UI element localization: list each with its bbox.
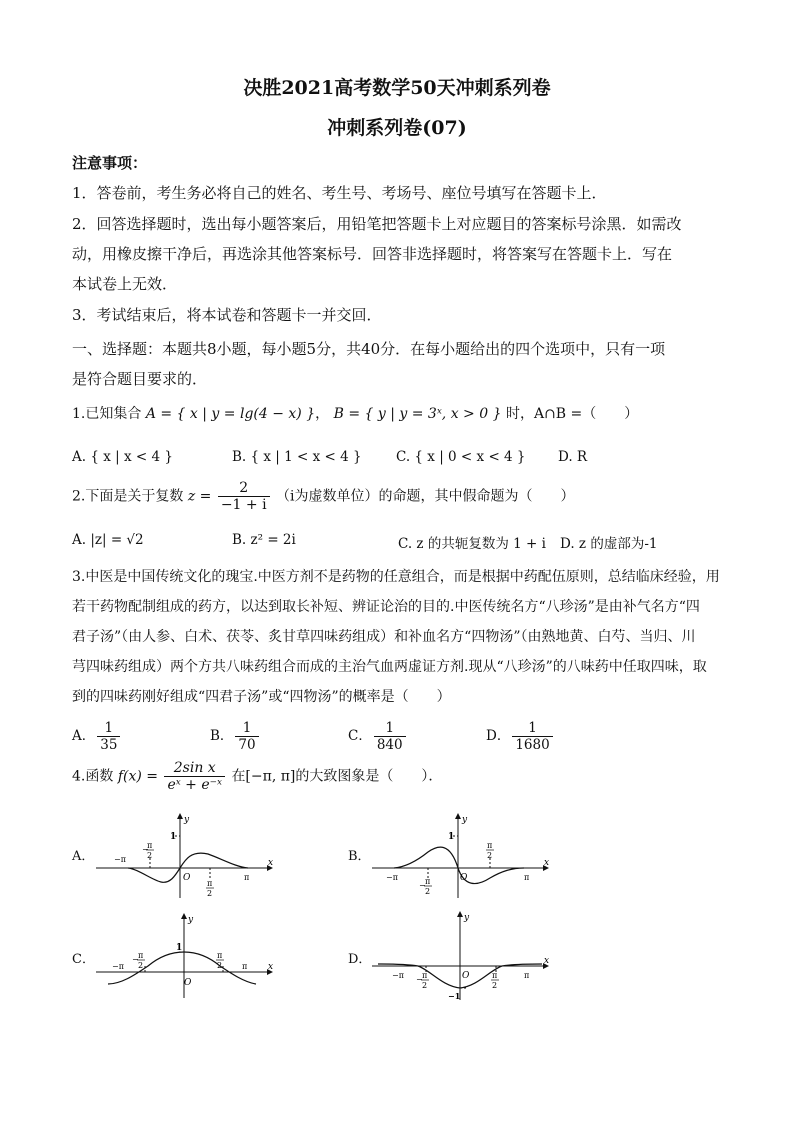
q2-option-d: D. z 的虚部为-1 <box>560 536 658 552</box>
graph-c-half-pi-num: π <box>217 951 223 960</box>
graph-c-origin: O <box>184 978 192 988</box>
notice-item-1: 1．答卷前，考生务必将自己的姓名、考生号、考场号、座位号填写在答题卡上． <box>72 184 607 202</box>
graph-c-x-label: x <box>268 962 274 972</box>
graph-d-half-pi-num: π <box>492 971 498 980</box>
graph-d-neg-one: −1 <box>448 991 461 1001</box>
notice-item-2-line2: 动，用橡皮擦干净后，再选涂其他答案标号．回答非选择题时，将答案写在答题卡上．写在 <box>72 245 673 263</box>
q3-option-b-num: 1 <box>235 720 258 737</box>
graph-c-one: 1 <box>176 943 183 953</box>
graph-c-neg-half-pi-num: π <box>138 951 144 960</box>
graph-b-neg-half-pi-den: 2 <box>425 887 431 896</box>
graph-d-label: D． <box>348 952 372 967</box>
graph-d-x-label: x <box>544 956 550 966</box>
notice-heading: 注意事项： <box>72 154 148 172</box>
q1-option-b: B. { x | 1 < x < 4 } <box>232 449 362 465</box>
q3-line-5: 到的四味药刚好组成“四君子汤”或“四物汤”的概率是（ ） <box>72 689 451 705</box>
q2-fraction <box>218 480 270 513</box>
q3-line-2: 若干药物配制组成的药方，以达到取长补短、辨证论治的目的.中医传统名方“八珍汤”是由补气名方“四 <box>72 599 700 615</box>
q1-prefix: 1.已知集合 <box>72 406 142 422</box>
graph-b-label: B． <box>348 849 371 864</box>
graph-c-half-pi-den: 2 <box>217 961 223 970</box>
question-2 <box>72 480 575 513</box>
q3-option-d-label: D． <box>486 728 511 744</box>
graph-b-pi: π <box>524 873 530 882</box>
graph-d-minus: − <box>416 975 423 984</box>
graph-a-half-pi-den: 2 <box>207 889 213 898</box>
graph-b <box>372 812 552 900</box>
graph-c-y-label: y <box>188 915 194 925</box>
graph-a-neg-pi: −π <box>114 855 126 864</box>
graph-a-pi: π <box>244 873 250 882</box>
graph-c-curve <box>108 952 256 984</box>
q2-option-b: B. z² = 2i <box>232 532 296 548</box>
q2-z-eq: z = <box>187 488 212 505</box>
question-4 <box>72 760 442 793</box>
q3-option-a-label: A． <box>72 728 96 744</box>
q1-set-b: B = { y | y = 3ˣ, x > 0 } <box>333 406 502 422</box>
q2-numerator: 2 <box>218 480 270 497</box>
graph-c-label: C． <box>72 952 95 967</box>
q1-sep: ， <box>315 406 330 422</box>
graph-a-label: A． <box>72 849 95 864</box>
q2-denominator: −1 + i <box>220 497 267 513</box>
q2-option-a: A. |z| = √2 <box>72 532 144 548</box>
graph-d <box>372 910 552 1002</box>
graph-b-origin: O <box>460 873 468 883</box>
q3-line-1: 3.中医是中国传统文化的瑰宝.中医方剂不是药物的任意组合，而是根据中药配伍原则，总结临床经验，用 <box>72 569 720 585</box>
graph-c-minus: − <box>132 955 139 964</box>
graph-c-neg-half-pi-den: 2 <box>138 961 144 970</box>
q3-line-3: 君子汤”（由人参、白术、茯苓、炙甘草四味药组成）和补血名方“四物汤”（由熟地黄、白芍、当归、川 <box>72 629 696 645</box>
q1-set-a: A = { x | y = lg(4 − x) } <box>145 406 316 422</box>
graph-c-pi: π <box>242 962 248 971</box>
graph-b-curve <box>394 847 524 883</box>
q3-option-b-label: B． <box>210 728 234 744</box>
graph-a-y-label: y <box>184 815 190 825</box>
graph-d-neg-pi: −π <box>392 971 404 980</box>
q2-option-c: C. z 的共轭复数为 1 + i <box>398 536 546 552</box>
q3-option-d <box>486 720 555 753</box>
notice-item-2-line3: 本试卷上无效． <box>72 275 178 293</box>
q3-line-4: 芎四味药组成）两个方共八味药组合而成的主治气血两虚证方剂.现从“八珍汤”的八味药中任取四味，取 <box>72 659 707 675</box>
graph-b-x-label: x <box>544 858 550 868</box>
q4-tail: 在[−π, π]的大致图象是（ ）． <box>231 768 443 785</box>
notice-item-3: 3．考试结束后，将本试卷和答题卡一并交回． <box>72 306 382 324</box>
graph-b-y-label: y <box>462 815 468 825</box>
graph-a-neg-half-pi-num: π <box>147 841 153 850</box>
q4-fraction <box>164 760 225 793</box>
graph-a-minus: − <box>142 845 149 854</box>
q3-option-d-num: 1 <box>512 720 552 737</box>
q4-denominator: eˣ + e⁻ˣ <box>167 777 222 793</box>
q4-fx: f(x) = <box>117 768 158 785</box>
graph-b-minus: − <box>419 881 426 890</box>
q3-option-a <box>72 720 122 753</box>
q4-numerator: 2sin x <box>164 760 225 777</box>
graph-b-neg-pi: −π <box>386 873 398 882</box>
graph-a <box>96 812 276 900</box>
q4-prefix: 4.函数 <box>72 768 114 785</box>
graph-a-neg-half-pi-den: 2 <box>147 851 153 860</box>
q3-option-a-den: 35 <box>100 737 118 753</box>
graph-d-half-pi-den: 2 <box>492 981 498 990</box>
graph-d-neg-half-pi-den: 2 <box>422 981 428 990</box>
graph-b-one: 1 <box>448 832 455 842</box>
q3-option-c-label: C． <box>348 728 372 744</box>
exam-title: 决胜2021高考数学50天冲刺系列卷 <box>243 77 551 99</box>
section-heading-line1: 一、选择题：本题共8小题，每小题5分，共40分．在每小题给出的四个选项中，只有一项 <box>72 340 666 358</box>
q3-option-b <box>210 720 261 753</box>
q3-option-a-num: 1 <box>97 720 120 737</box>
q3-option-b-den: 70 <box>238 737 256 753</box>
exam-subtitle: 冲刺系列卷(07) <box>327 117 467 139</box>
graph-c <box>96 912 276 1000</box>
graph-c-neg-pi: −π <box>112 962 124 971</box>
question-1 <box>72 403 638 423</box>
q1-option-c: C. { x | 0 < x < 4 } <box>396 449 526 465</box>
graph-b-neg-half-pi-num: π <box>425 877 431 886</box>
q2-tail: （i为虚数单位）的命题，其中假命题为（ ） <box>276 488 575 505</box>
q1-tail: 时，A∩B =（ ） <box>505 406 639 422</box>
graph-a-x-label: x <box>268 858 274 868</box>
q2-prefix: 2.下面是关于复数 <box>72 488 184 505</box>
q1-option-a: A. { x | x < 4 } <box>72 449 173 465</box>
q3-option-c <box>348 720 408 753</box>
q1-option-d: D. R <box>558 449 588 465</box>
q3-option-c-num: 1 <box>374 720 406 737</box>
graph-b-half-pi-den: 2 <box>487 851 493 860</box>
q3-option-d-den: 1680 <box>515 737 550 753</box>
graph-d-neg-half-pi-num: π <box>422 971 428 980</box>
graph-d-origin: O <box>462 971 470 981</box>
graph-b-half-pi-num: π <box>487 841 493 850</box>
question-3 <box>72 562 722 712</box>
graph-a-origin: O <box>183 873 191 883</box>
notice-item-2-line1: 2．回答选择题时，选出每小题答案后，用铅笔把答题卡上对应题目的答案标号涂黑．如需改 <box>72 215 682 233</box>
q3-option-c-den: 840 <box>376 737 403 753</box>
graph-a-one: 1 <box>170 832 177 842</box>
graph-d-y-label: y <box>464 913 470 923</box>
section-heading-line2: 是符合题目要求的． <box>72 370 208 388</box>
graph-a-half-pi-num: π <box>207 879 213 888</box>
graph-d-pi: π <box>524 971 530 980</box>
